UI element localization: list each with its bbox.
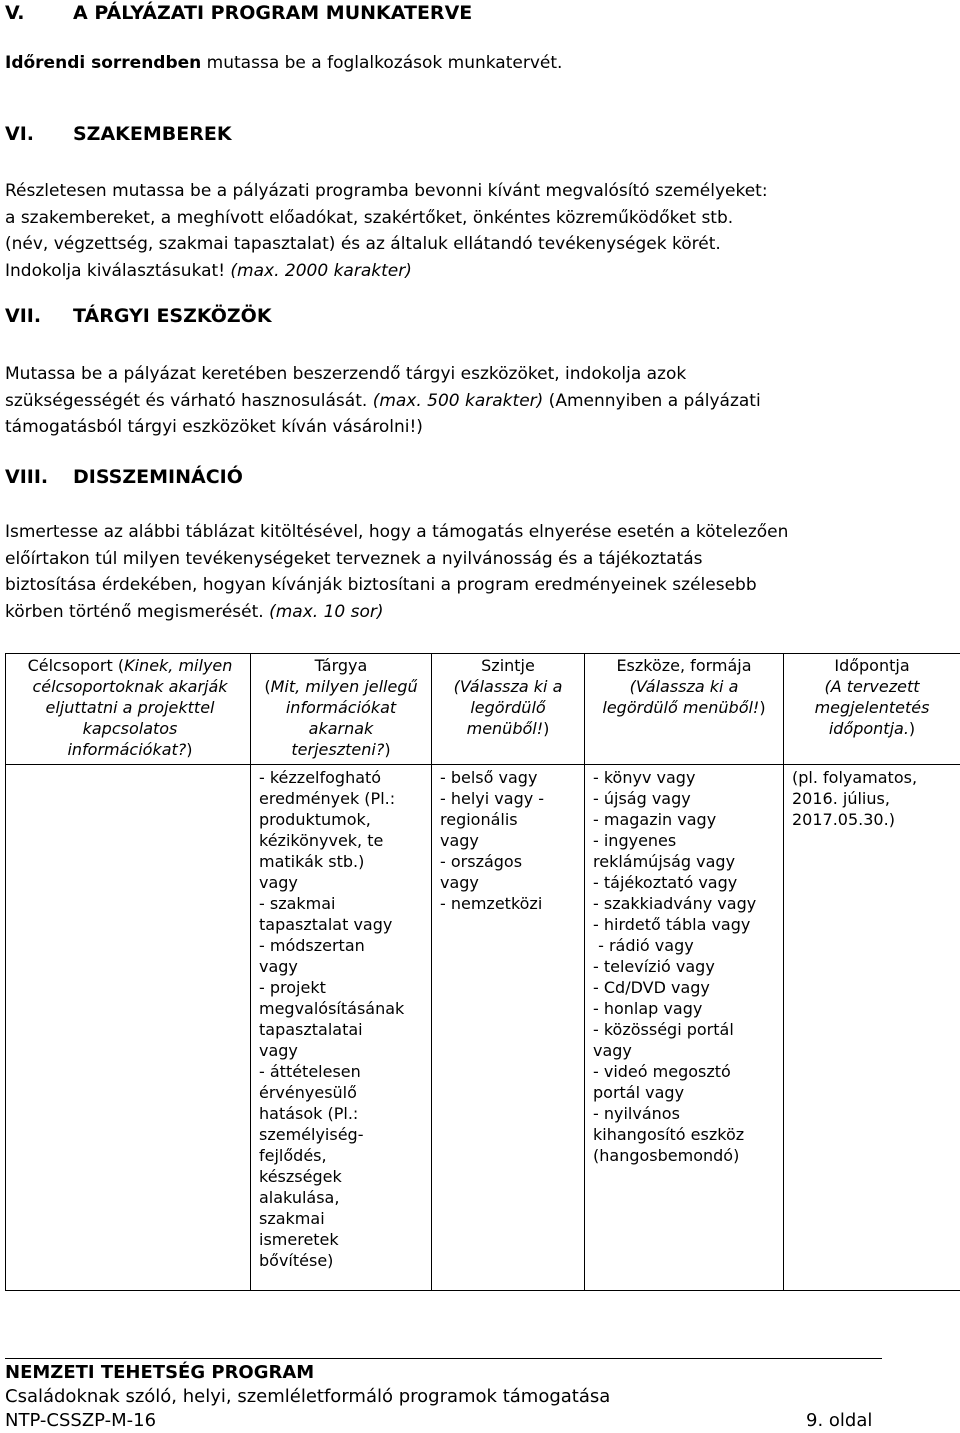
cell-subject [251, 765, 432, 1291]
cell-line: portál vagy [593, 1082, 775, 1103]
cell-line: ismeretek [259, 1229, 423, 1250]
section-6-heading [5, 123, 34, 145]
section-7-text: szükségességét és várható hasznosulását. [5, 391, 373, 411]
cell-line: - projekt [259, 977, 423, 998]
header-level [432, 654, 585, 765]
cell-line: 2017.05.30.) [792, 809, 952, 830]
section-7-heading [5, 305, 41, 327]
cell-line: tapasztalat vagy [259, 914, 423, 935]
header-text: ) [384, 740, 390, 759]
cell-line: 2016. július, [792, 788, 952, 809]
cell-line: - országos [440, 851, 576, 872]
cell-line: - tájékoztató vagy [593, 872, 775, 893]
cell-line: eredmények (Pl.: [259, 788, 423, 809]
header-text: Időpontja [834, 656, 909, 675]
cell-line: - nyilvános [593, 1103, 775, 1124]
cell-line: tapasztalatai [259, 1019, 423, 1040]
section-7-limit: (max. 500 karakter) [373, 391, 544, 411]
section-8-line: előírtakon túl milyen tevékenységeket terveznek a nyilvánosság és a tájékoztatás [5, 546, 881, 573]
header-hint: Kinek, milyen célcsoportoknak akarják eljuttatni a projekttel kapcsolatos információkat? [32, 656, 232, 759]
cell-line: fejlődés, [259, 1145, 423, 1166]
header-hint: Mit, milyen jellegű információkat akarnak terjeszteni? [271, 677, 418, 759]
cell-line: vagy [259, 872, 423, 893]
header-subject [251, 654, 432, 765]
cell-line: - szakmai [259, 893, 423, 914]
cell-line: - rádió vagy [593, 935, 775, 956]
dissemination-table [5, 653, 960, 1291]
section-8-title: DISSZEMINÁCIÓ [73, 466, 243, 488]
section-6-number: VI. [5, 123, 34, 145]
cell-line: - áttételesen [259, 1061, 423, 1082]
cell-line: - magazin vagy [593, 809, 775, 830]
cell-line: vagy [593, 1040, 775, 1061]
cell-level [432, 765, 585, 1291]
header-means [585, 654, 784, 765]
section-7-number: VII. [5, 305, 41, 327]
cell-target-group [6, 765, 251, 1291]
header-target-group [6, 654, 251, 765]
cell-line: (hangosbemondó) [593, 1145, 775, 1166]
section-8-line [5, 599, 881, 626]
cell-line: kihangosító eszköz [593, 1124, 775, 1145]
section-8-line: Ismertesse az alábbi táblázat kitöltésével, hogy a támogatás elnyerése esetén a kötelezően [5, 519, 881, 546]
section-8-number: VIII. [5, 466, 48, 488]
cell-line: - kézzelfogható [259, 767, 423, 788]
cell-line: hatások (Pl.: [259, 1103, 423, 1124]
header-text: Eszköze, formája [616, 656, 751, 675]
header-text: Tárgya [315, 656, 368, 675]
header-date [784, 654, 960, 765]
cell-line: készségek [259, 1166, 423, 1187]
section-6-line: a szakembereket, a meghívott előadókat, szakértőket, önkéntes közreműködőket stb. [5, 205, 881, 232]
section-6-line: Részletesen mutassa be a pályázati programba bevonni kívánt megvalósító személyeket: [5, 178, 881, 205]
table-header-row [6, 654, 960, 765]
section-6-line: (név, végzettség, szakmai tapasztalat) és az általuk ellátandó tevékenységek körét. [5, 231, 881, 258]
cell-means [585, 765, 784, 1291]
cell-line: kézikönyvek, te [259, 830, 423, 851]
section-8-text: körben történő megismerését. [5, 602, 269, 622]
cell-line: - helyi vagy - [440, 788, 576, 809]
header-hint: (Válassza ki a legördülő menüből! [602, 677, 759, 717]
section-6-body [5, 178, 881, 284]
section-7-line [5, 388, 881, 415]
section-7-text: (Amennyiben a pályázati [543, 391, 760, 411]
section-8-line: biztosítása érdekében, hogyan kívánják biztosítani a program eredményeinek szélesebb [5, 572, 881, 599]
section-7-line: Mutassa be a pályázat keretében beszerzendő tárgyi eszközöket, indokolja azok [5, 361, 881, 388]
cell-line: vagy [259, 1040, 423, 1061]
cell-line: vagy [259, 956, 423, 977]
cell-line: személyiség- [259, 1124, 423, 1145]
section-5-heading [5, 2, 24, 24]
footer-divider [5, 1358, 882, 1359]
section-8-heading [5, 466, 48, 488]
cell-line: - Cd/DVD vagy [593, 977, 775, 998]
section-7-body [5, 361, 881, 441]
section-5-intro [5, 50, 562, 77]
section-5-intro-text: mutassa be a foglalkozások munkatervét. [201, 53, 562, 73]
cell-line: - videó megosztó [593, 1061, 775, 1082]
header-text: ) [186, 740, 192, 759]
cell-line: - ingyenes [593, 830, 775, 851]
cell-line: reklámújság vagy [593, 851, 775, 872]
section-6-line [5, 258, 881, 285]
header-text: ) [543, 719, 549, 738]
cell-line: - módszertan [259, 935, 423, 956]
header-text: ) [759, 698, 765, 717]
cell-line: érvényesülő [259, 1082, 423, 1103]
section-8-body [5, 519, 881, 625]
cell-line: megvalósításának [259, 998, 423, 1019]
cell-line: - belső vagy [440, 767, 576, 788]
footer-program: NEMZETI TEHETSÉG PROGRAM [5, 1361, 314, 1385]
cell-line: szakmai [259, 1208, 423, 1229]
cell-line: produktumok, [259, 809, 423, 830]
footer-subtitle: Családoknak szóló, helyi, szemléletformáló programok támogatása [5, 1385, 610, 1409]
cell-line: regionális [440, 809, 576, 830]
section-6-limit: (max. 2000 karakter) [230, 261, 411, 281]
cell-line: - újság vagy [593, 788, 775, 809]
section-5-number: V. [5, 2, 24, 24]
header-text: ) [909, 719, 915, 738]
cell-line: alakulása, [259, 1187, 423, 1208]
cell-line: vagy [440, 830, 576, 851]
header-text: Célcsoport ( [28, 656, 125, 675]
section-5-title: A PÁLYÁZATI PROGRAM MUNKATERVE [73, 2, 472, 24]
header-text: ( [264, 677, 270, 696]
cell-line: - hirdető tábla vagy [593, 914, 775, 935]
cell-line: - közösségi portál [593, 1019, 775, 1040]
header-hint: (Válassza ki a legördülő menüből! [454, 677, 563, 738]
cell-line: vagy [440, 872, 576, 893]
cell-line: - honlap vagy [593, 998, 775, 1019]
section-6-title: SZAKEMBEREK [73, 123, 232, 145]
cell-line: - televízió vagy [593, 956, 775, 977]
section-7-line: támogatásból tárgyi eszközöket kíván vásárolni!) [5, 414, 881, 441]
cell-line: bővítése) [259, 1250, 423, 1271]
table-row [6, 765, 960, 1291]
section-5-intro-bold: Időrendi sorrendben [5, 53, 201, 73]
section-8-limit: (max. 10 sor) [269, 602, 383, 622]
cell-date [784, 765, 960, 1291]
cell-line: - könyv vagy [593, 767, 775, 788]
cell-line: - szakkiadvány vagy [593, 893, 775, 914]
section-7-title: TÁRGYI ESZKÖZÖK [73, 305, 272, 327]
cell-line: (pl. folyamatos, [792, 767, 952, 788]
section-6-text: Indokolja kiválasztásukat! [5, 261, 230, 281]
page-number: 9. oldal [806, 1409, 872, 1433]
cell-line: matikák stb.) [259, 851, 423, 872]
header-hint: (A tervezett megjelentetés időpontja. [815, 677, 930, 738]
cell-line: - nemzetközi [440, 893, 576, 914]
footer-code: NTP-CSSZP-M-16 [5, 1409, 156, 1433]
header-text: Szintje [481, 656, 535, 675]
